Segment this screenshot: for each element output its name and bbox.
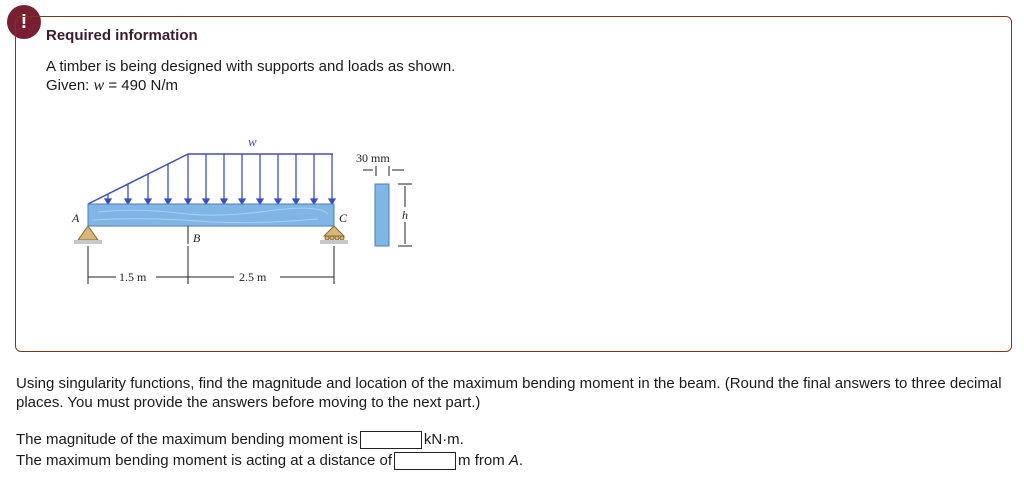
question-text: Using singularity functions, find the magnitude and location of the maximum bending moment in the beam. (Round the final answers to three decimal places. You must provide the answers before moving to the next part.) xyxy=(16,375,1002,411)
cross-section xyxy=(375,184,389,246)
load-label: w xyxy=(248,134,257,149)
answer-line-magnitude: The magnitude of the maximum bending moment is kN·m. xyxy=(16,431,464,448)
width-label: 30 mm xyxy=(356,151,390,165)
ground-a xyxy=(74,240,102,244)
problem-line-1: A timber is being designed with supports and loads as shown. xyxy=(46,58,456,75)
load-ramp-line xyxy=(88,154,188,204)
location-input[interactable] xyxy=(394,452,456,470)
height-label: h xyxy=(402,208,408,222)
alert-icon: ! xyxy=(7,5,41,39)
support-a xyxy=(78,226,98,240)
label-b: B xyxy=(193,231,201,245)
magnitude-input[interactable] xyxy=(360,431,422,449)
given-line: Given: w = 490 N/m xyxy=(46,77,178,94)
beam-diagram xyxy=(48,122,428,292)
label-a: A xyxy=(72,211,80,225)
beam-figure xyxy=(48,122,428,297)
problem-statement xyxy=(46,57,455,95)
ground-c xyxy=(320,240,348,244)
answer-line-location: The maximum bending moment is acting at a distance of m from A . xyxy=(16,452,524,469)
support-c xyxy=(324,226,344,236)
dim-1: 1.5 m xyxy=(119,270,147,284)
dim-2: 2.5 m xyxy=(239,270,267,284)
card-title: Required information xyxy=(46,27,198,44)
label-c: C xyxy=(339,211,348,225)
